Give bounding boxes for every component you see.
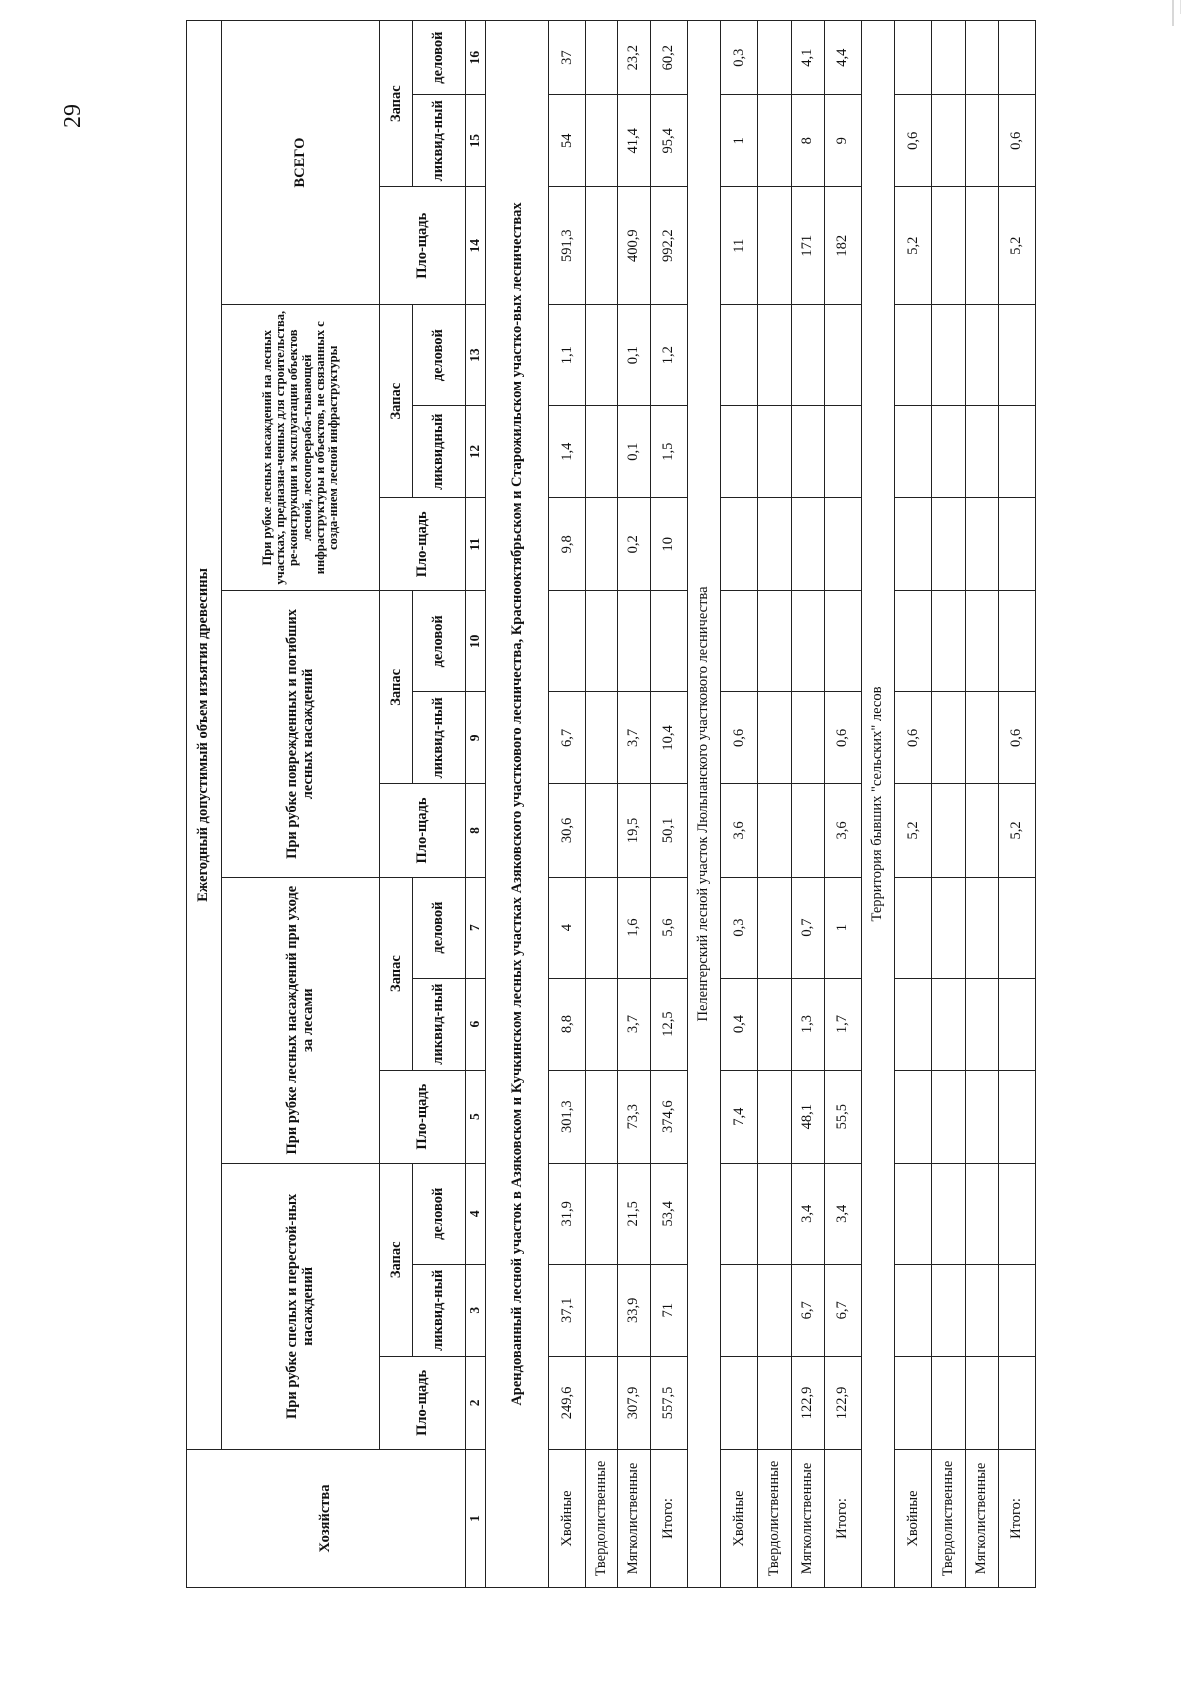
row-label: Хвойные [721, 1449, 758, 1587]
table-cell [757, 305, 791, 406]
table-cell: 122,9 [825, 1356, 862, 1449]
table-cell: 21,5 [617, 1163, 651, 1264]
table-cell [932, 877, 966, 978]
header-area: Пло-щадь [380, 1356, 465, 1449]
page-number: 29 [60, 104, 86, 128]
table-cell [965, 784, 999, 877]
header-liquid: ликвид-ный [412, 692, 465, 784]
table-cell [895, 1356, 932, 1449]
column-number: 15 [465, 95, 485, 187]
table-cell [932, 21, 966, 95]
table-cell: 3,4 [791, 1163, 825, 1264]
table-cell [895, 1163, 932, 1264]
table-cell [965, 591, 999, 692]
table-cell [932, 187, 966, 305]
table-cell [965, 1070, 999, 1163]
table-cell [895, 877, 932, 978]
table-cell [757, 591, 791, 692]
table-cell [586, 1356, 618, 1449]
table-cell: 557,5 [651, 1356, 688, 1449]
table-cell: 33,9 [617, 1264, 651, 1356]
table-cell: 30,6 [549, 784, 586, 877]
table-cell: 54 [549, 95, 586, 187]
table-cell: 1 [825, 877, 862, 978]
column-number: 14 [465, 187, 485, 305]
table-cell [791, 784, 825, 877]
table-row [651, 21, 688, 1588]
table-cell [586, 305, 618, 406]
column-number: 6 [465, 978, 485, 1070]
header-liquid: ликвидный [412, 406, 465, 498]
header-farms: Хозяйства [187, 1449, 466, 1587]
header-area: Пло-щадь [380, 498, 465, 591]
table-cell [757, 692, 791, 784]
table-row [825, 21, 862, 1588]
column-number: 7 [465, 877, 485, 978]
table-cell [721, 591, 758, 692]
table-cell [965, 21, 999, 95]
table-cell [825, 305, 862, 406]
table-cell [586, 95, 618, 187]
table-cell [586, 1070, 618, 1163]
table-cell: 1,6 [617, 877, 651, 978]
row-label: Хвойные [895, 1449, 932, 1587]
table-cell [721, 305, 758, 406]
table-cell [791, 305, 825, 406]
table-cell: 4 [549, 877, 586, 978]
table-cell: 53,4 [651, 1163, 688, 1264]
column-number: 16 [465, 21, 485, 95]
table-cell: 7,4 [721, 1070, 758, 1163]
row-label: Твердолиственные [932, 1449, 966, 1587]
column-number: 8 [465, 784, 485, 877]
table-cell [586, 784, 618, 877]
table-cell [965, 498, 999, 591]
table-cell [549, 591, 586, 692]
table-cell [999, 1070, 1036, 1163]
table-cell [965, 305, 999, 406]
table-cell: 6,7 [825, 1264, 862, 1356]
table-cell: 3,6 [721, 784, 758, 877]
table-cell: 1,4 [549, 406, 586, 498]
column-number: 4 [465, 1163, 485, 1264]
table-cell [895, 498, 932, 591]
table-cell [965, 692, 999, 784]
table-cell: 50,1 [651, 784, 688, 877]
table-cell [757, 1070, 791, 1163]
header-business: деловой [412, 1163, 465, 1264]
table-cell [757, 498, 791, 591]
table-cell [932, 1356, 966, 1449]
table-cell: 249,6 [549, 1356, 586, 1449]
table-cell: 0,6 [895, 95, 932, 187]
table-cell [791, 591, 825, 692]
table-cell [932, 1163, 966, 1264]
table-cell: 31,9 [549, 1163, 586, 1264]
table-cell: 0,2 [617, 498, 651, 591]
table-cell: 1 [721, 95, 758, 187]
table-cell [586, 978, 618, 1070]
table-cell: 4,1 [791, 21, 825, 95]
table-cell: 3,7 [617, 692, 651, 784]
header-business: деловой [412, 591, 465, 692]
table-cell [757, 1356, 791, 1449]
section-title-row [486, 21, 549, 1588]
table-cell: 5,2 [895, 784, 932, 877]
table-cell: 95,4 [651, 95, 688, 187]
scan-edge-mark [1172, 0, 1174, 26]
table-cell: 5,2 [999, 187, 1036, 305]
table-row [895, 21, 932, 1588]
table-cell: 182 [825, 187, 862, 305]
table-cell: 71 [651, 1264, 688, 1356]
header-stock: Запас [380, 21, 413, 187]
section-title: Территория бывших "сельских" лесов [861, 21, 895, 1588]
table-cell [965, 1163, 999, 1264]
table-cell: 10 [651, 498, 688, 591]
table-cell: 0,3 [721, 877, 758, 978]
table-cell [791, 692, 825, 784]
table-cell: 1,3 [791, 978, 825, 1070]
table-cell [757, 187, 791, 305]
table-row [791, 21, 825, 1588]
row-label: Итого: [999, 1449, 1036, 1587]
table-cell: 19,5 [617, 784, 651, 877]
table-cell: 171 [791, 187, 825, 305]
header-business: деловой [412, 877, 465, 978]
table-cell [651, 591, 688, 692]
header-stock: Запас [380, 877, 413, 1070]
table-cell [932, 1070, 966, 1163]
table-cell: 8 [791, 95, 825, 187]
row-label: Твердолиственные [586, 1449, 618, 1587]
table-cell [895, 1070, 932, 1163]
column-number: 11 [465, 498, 485, 591]
table-cell [932, 978, 966, 1070]
column-number: 10 [465, 591, 485, 692]
table-cell: 122,9 [791, 1356, 825, 1449]
table-cell [932, 95, 966, 187]
table-cell: 6,7 [791, 1264, 825, 1356]
table-cell: 0,1 [617, 305, 651, 406]
header-business: деловой [412, 21, 465, 95]
table-row [999, 21, 1036, 1588]
header-area: Пло-щадь [380, 784, 465, 877]
table-cell: 3,4 [825, 1163, 862, 1264]
header-group-mature: При рубке спелых и перестой-ных насаждений [221, 1163, 380, 1449]
table-cell [965, 978, 999, 1070]
table-cell [932, 591, 966, 692]
column-number-row [465, 21, 485, 1588]
scan-edge-mark [1180, 0, 1181, 14]
table-cell [757, 784, 791, 877]
table-cell: 41,4 [617, 95, 651, 187]
table-cell: 5,2 [895, 187, 932, 305]
table-cell: 48,1 [791, 1070, 825, 1163]
table-cell [721, 1356, 758, 1449]
header-liquid: ликвид-ный [412, 95, 465, 187]
header-group-construction: При рубке лесных насаждений на лесных участках, предназна-ченных для строительства, ре-конструкции и эксплуатации объектов лесной, лесоперераба-тывающей инфраструктуры и объектов, не связанных с созда-нием лесной инфраструктуры [221, 305, 380, 591]
table-cell: 5,2 [999, 784, 1036, 877]
header-main-title: Ежегодный допустимый объем изъятия древесины [187, 21, 222, 1450]
table-cell [932, 1264, 966, 1356]
table-cell [999, 877, 1036, 978]
table-cell [586, 692, 618, 784]
table-cell [586, 406, 618, 498]
table-cell [999, 406, 1036, 498]
table-cell [965, 1264, 999, 1356]
table-cell [825, 591, 862, 692]
table-cell [757, 877, 791, 978]
column-number: 2 [465, 1356, 485, 1449]
table-cell [757, 95, 791, 187]
table-row [965, 21, 999, 1588]
table-body [187, 21, 1036, 1588]
table-row [721, 21, 758, 1588]
table-cell [932, 305, 966, 406]
table-cell: 9,8 [549, 498, 586, 591]
table-cell: 0,6 [999, 95, 1036, 187]
table-cell [721, 1264, 758, 1356]
table-cell [895, 978, 932, 1070]
table-cell: 307,9 [617, 1356, 651, 1449]
table-cell [965, 877, 999, 978]
table-cell [586, 591, 618, 692]
column-number: 1 [465, 1449, 485, 1587]
table-cell: 60,2 [651, 21, 688, 95]
header-business: деловой [412, 305, 465, 406]
row-label: Мягколиственные [965, 1449, 999, 1587]
table-cell: 1,7 [825, 978, 862, 1070]
table-cell [895, 1264, 932, 1356]
section-title-row [687, 21, 721, 1588]
table-cell [586, 498, 618, 591]
table-cell: 0,6 [999, 692, 1036, 784]
table-row [757, 21, 791, 1588]
table-cell: 73,3 [617, 1070, 651, 1163]
table-cell [999, 1163, 1036, 1264]
header-liquid: ликвид-ный [412, 978, 465, 1070]
table-row [549, 21, 586, 1588]
table-cell [586, 1163, 618, 1264]
table-cell [895, 591, 932, 692]
table-cell [617, 591, 651, 692]
table-cell: 37,1 [549, 1264, 586, 1356]
table-cell [932, 498, 966, 591]
table-cell [586, 187, 618, 305]
table-cell [932, 784, 966, 877]
header-stock: Запас [380, 1163, 413, 1356]
table-cell [999, 498, 1036, 591]
table-cell [791, 498, 825, 591]
table-cell [757, 1264, 791, 1356]
table-cell: 0,4 [721, 978, 758, 1070]
table-cell [999, 305, 1036, 406]
table-cell [965, 187, 999, 305]
table-cell [791, 406, 825, 498]
column-number: 9 [465, 692, 485, 784]
table-cell: 0,6 [895, 692, 932, 784]
row-label: Итого: [651, 1449, 688, 1587]
table-row [586, 21, 618, 1588]
table-cell: 1,2 [651, 305, 688, 406]
table-cell [999, 1264, 1036, 1356]
table-cell [965, 1356, 999, 1449]
table-cell: 992,2 [651, 187, 688, 305]
table-cell [999, 978, 1036, 1070]
table-cell [721, 406, 758, 498]
table-cell [825, 406, 862, 498]
column-number: 3 [465, 1264, 485, 1356]
table-cell: 0,6 [721, 692, 758, 784]
row-label: Твердолиственные [757, 1449, 791, 1587]
column-number: 13 [465, 305, 485, 406]
rotated-table-container [186, 20, 1036, 1588]
table-row [932, 21, 966, 1588]
header-liquid: ликвид-ный [412, 1264, 465, 1356]
table-cell: 0,6 [825, 692, 862, 784]
section-title: Пеленгерский лесной участок Люльпанского участкового лесничества [687, 21, 721, 1588]
table-cell [999, 591, 1036, 692]
table-cell: 0,1 [617, 406, 651, 498]
table-cell: 10,4 [651, 692, 688, 784]
table-row [617, 21, 651, 1588]
header-group-damaged: При рубке поврежденных и погибших лесных насаждений [221, 591, 380, 877]
column-number: 12 [465, 406, 485, 498]
table-cell [586, 1264, 618, 1356]
wood-harvest-table [186, 20, 1036, 1588]
table-cell [999, 1356, 1036, 1449]
table-cell: 5,6 [651, 877, 688, 978]
section-title-row [861, 21, 895, 1588]
table-cell: 3,6 [825, 784, 862, 877]
row-label: Мягколиственные [617, 1449, 651, 1587]
table-cell: 4,4 [825, 21, 862, 95]
table-cell [895, 406, 932, 498]
table-cell [932, 406, 966, 498]
table-cell: 11 [721, 187, 758, 305]
header-area: Пло-щадь [380, 1070, 465, 1163]
table-cell: 12,5 [651, 978, 688, 1070]
table-cell: 1,1 [549, 305, 586, 406]
table-cell: 400,9 [617, 187, 651, 305]
column-number: 5 [465, 1070, 485, 1163]
table-cell [932, 692, 966, 784]
table-cell: 6,7 [549, 692, 586, 784]
table-cell [721, 1163, 758, 1264]
table-cell [757, 978, 791, 1070]
table-cell [895, 305, 932, 406]
table-cell: 374,6 [651, 1070, 688, 1163]
row-label: Хвойные [549, 1449, 586, 1587]
table-cell [965, 406, 999, 498]
table-cell [757, 1163, 791, 1264]
table-cell: 0,7 [791, 877, 825, 978]
table-cell [825, 498, 862, 591]
header-stock: Запас [380, 591, 413, 784]
table-cell [757, 406, 791, 498]
table-cell: 9 [825, 95, 862, 187]
table-cell [895, 21, 932, 95]
header-area: Пло-щадь [380, 187, 465, 305]
table-cell: 37 [549, 21, 586, 95]
row-label: Мягколиственные [791, 1449, 825, 1587]
section-title: Арендованный лесной участок в Азяковском и Кучкинском лесных участках Азяковского участкового лесничества, Краснооктябрьском и Старожильском участко-вых лесничествах [486, 21, 549, 1588]
table-cell [586, 877, 618, 978]
table-cell: 8,8 [549, 978, 586, 1070]
table-cell: 3,7 [617, 978, 651, 1070]
table-cell: 23,2 [617, 21, 651, 95]
table-cell: 0,3 [721, 21, 758, 95]
table-cell [965, 95, 999, 187]
table-cell [586, 21, 618, 95]
table-cell: 591,3 [549, 187, 586, 305]
header-group-total: ВСЕГО [221, 21, 380, 305]
table-cell: 1,5 [651, 406, 688, 498]
header-stock: Запас [380, 305, 413, 498]
header-group-care: При рубке лесных насаждений при уходе за лесами [221, 877, 380, 1163]
table-cell: 55,5 [825, 1070, 862, 1163]
row-label: Итого: [825, 1449, 862, 1587]
table-cell: 301,3 [549, 1070, 586, 1163]
table-cell [757, 21, 791, 95]
table-cell [721, 498, 758, 591]
table-cell [999, 21, 1036, 95]
